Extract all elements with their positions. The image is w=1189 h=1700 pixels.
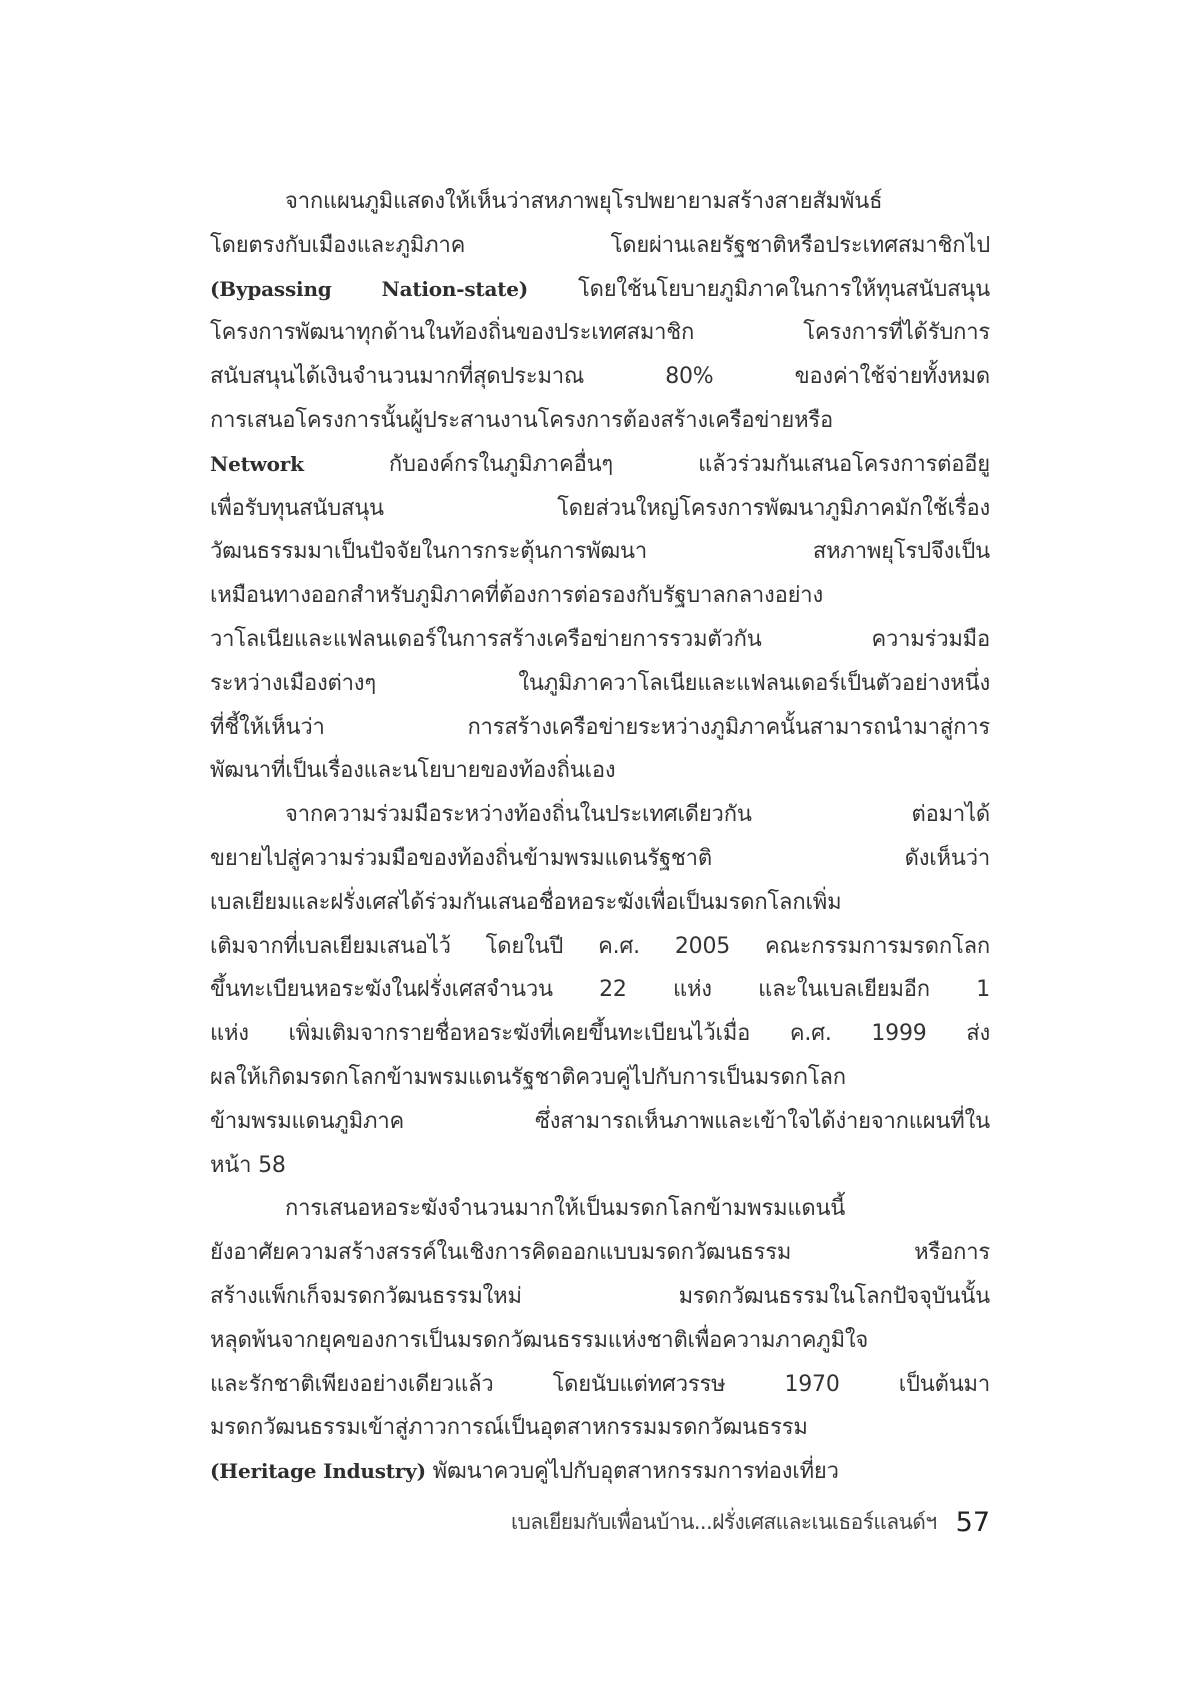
text-line: เบลเยียมและฝรั่งเศสได้ร่วมกันเสนอชื่อหอระฆังเพื่อเป็นมรดกโลกเพิ่ม [210,889,842,915]
running-title: เบลเยียมกับเพื่อนบ้าน...ฝรั่งเศสและเนเธอร์แลนด์ฯ [510,1510,937,1534]
text-line: ยังอาศัยความสร้างสรรค์ในเชิงการคิดออกแบบมรดกวัฒนธรรม หรือการ [210,1240,990,1266]
text-line: หน้า 58 [210,1152,286,1178]
text-line: วาโลเนียและแฟลนเดอร์ในการสร้างเครือข่ายการรวมตัวกัน ความร่วมมือ [210,626,990,652]
latin-term: (Heritage Industry) [210,1459,426,1484]
text-line: ที่ชี้ให้เห็นว่า การสร้างเครือข่ายระหว่างภูมิภาคนั้นสามารถนำมาสู่การ [210,714,990,740]
text-line: มรดกวัฒนธรรมเข้าสู่ภาวการณ์เป็นอุตสาหกรรมมรดกวัฒนธรรม [210,1415,808,1441]
page-footer [460,1506,990,1546]
paragraph-3 [210,1187,990,1494]
body-text [210,180,990,1494]
text-line: เติมจากที่เบลเยียมเสนอไว้ โดยในปี ค.ศ. 2005 คณะกรรมการมรดกโลก [210,933,990,959]
page-number: 57 [955,1507,990,1538]
text-line: จากแผนภูมิแสดงให้เห็นว่าสหภาพยุโรปพยายามสร้างสายสัมพันธ์ [285,189,883,214]
text-line: วัฒนธรรมมาเป็นปัจจัยในการกระตุ้นการพัฒนา สหภาพยุโรปจึงเป็น [210,539,990,565]
text-line: เพื่อรับทุนสนับสนุน โดยส่วนใหญ่โครงการพัฒนาภูมิภาคมักใช้เรื่อง [210,495,990,521]
text-line: สนับสนุนได้เงินจำนวนมากที่สุดประมาณ 80% ของค่าใช้จ่ายทั้งหมด [210,364,990,390]
text-line: ข้ามพรมแดนภูมิภาค ซึ่งสามารถเห็นภาพและเข้าใจได้ง่ายจากแผนที่ใน [210,1108,990,1134]
text-line: จากความร่วมมือระหว่างท้องถิ่นในประเทศเดียวกัน ต่อมาได้ [285,802,990,828]
text-line: โครงการพัฒนาทุกด้านในท้องถิ่นของประเทศสมาชิก โครงการที่ได้รับการ [210,320,990,346]
text-line: ขยายไปสู่ความร่วมมือของท้องถิ่นข้ามพรมแดนรัฐชาติ ดังเห็นว่า [210,845,990,871]
text-line: (Heritage Industry) พัฒนาควบคู่ไปกับอุตสาหกรรมการท่องเที่ยว [210,1459,839,1485]
text-line: โดยตรงกับเมืองและภูมิภาค โดยผ่านเลยรัฐชาติหรือประเทศสมาชิกไป [210,232,990,258]
text-line: ระหว่างเมืองต่างๆ ในภูมิภาควาโลเนียและแฟลนเดอร์เป็นตัวอย่างหนึ่ง [210,670,990,696]
text-line: การเสนอหอระฆังจำนวนมากให้เป็นมรดกโลกข้ามพรมแดนนี้ [285,1196,846,1222]
latin-term: Network [210,451,304,476]
text-line: แห่ง เพิ่มเติมจากรายชื่อหอระฆังที่เคยขึ้นทะเบียนไว้เมื่อ ค.ศ. 1999 ส่ง [210,1021,990,1047]
text-line: ขึ้นทะเบียนหอระฆังในฝรั่งเศสจำนวน 22 แห่ง และในเบลเยียมอีก 1 [210,977,990,1003]
text-line: ผลให้เกิดมรดกโลกข้ามพรมแดนรัฐชาติควบคู่ไปกับการเป็นมรดกโลก [210,1064,846,1090]
text-line: เหมือนทางออกสำหรับภูมิภาคที่ต้องการต่อรองกับรัฐบาลกลางอย่าง [210,583,824,609]
text-line: พัฒนาที่เป็นเรื่องและนโยบายของท้องถิ่นเอง [210,758,616,784]
text-line: (Bypassing Nation-state) โดยใช้นโยบายภูมิภาคในการให้ทุนสนับสนุน [210,276,990,302]
text-line: การเสนอโครงการนั้นผู้ประสานงานโครงการต้องสร้างเครือข่ายหรือ [210,407,834,433]
text-line: สร้างแพ็กเก็จมรดกวัฒนธรรมใหม่ มรดกวัฒนธรรมในโลกปัจจุบันนั้น [210,1283,990,1309]
text-line: และรักชาติเพียงอย่างเดียวแล้ว โดยนับแต่ทศวรรษ 1970 เป็นต้นมา [210,1371,990,1397]
latin-term: (Bypassing Nation-state) [210,276,529,301]
paragraph-1 [210,180,990,793]
text-line: หลุดพ้นจากยุคของการเป็นมรดกวัฒนธรรมแห่งชาติเพื่อความภาคภูมิใจ [210,1327,869,1353]
paragraph-2 [210,793,990,1187]
text-line: Network กับองค์กรในภูมิภาคอื่นๆ แล้วร่วมกันเสนอโครงการต่ออียู [210,451,990,477]
